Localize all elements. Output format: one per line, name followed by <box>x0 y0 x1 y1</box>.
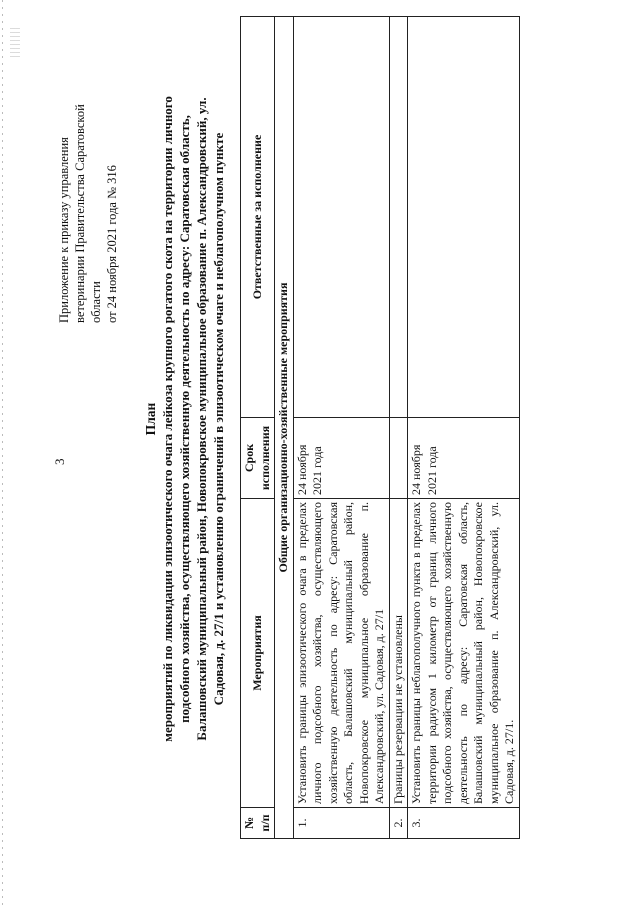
header-responsible: Ответственные за исполнение <box>241 17 275 418</box>
row-activity: Установить границы неблагополучного пункта в пределах территории радиусом 1 километр от границ личного подсобного хозяйства, осуществляющего хозяйственную деятельность по адресу: Саратовская область, Балашовский муниципальный район, Новопокровское муниципальное образование п. Александровский, ул. Садовая, д. 27/1. <box>408 499 520 808</box>
table-row <box>389 17 408 839</box>
appendix-line-3: области <box>89 281 103 323</box>
row-responsible <box>408 17 520 418</box>
title-line-2: подсобного хозяйства, осуществляющего хозяйственную деятельность по адресу: Саратовская область, <box>177 115 192 723</box>
plan-table <box>240 16 520 839</box>
row-number: 3. <box>408 808 520 839</box>
appendix-note <box>56 23 120 323</box>
title-heading: План <box>143 402 158 436</box>
row-activity: Установить границы эпизоотического очага в пределах личного подсобного хозяйства, осуществляющего хозяйственную деятельность по адресу: Саратовская область, Балашовский муниципальный район, Новопокровское муниципальное образование п. Александровский, ул. Садовая, д. 27/1 <box>293 499 389 808</box>
table-header-row <box>241 17 275 839</box>
row-term: 24 ноября 2021 года <box>293 418 389 499</box>
title-line-4: Садовая, д. 27/1 и установлению ограничений в эпизоотическом очаге и неблагополучном пункте <box>211 132 226 706</box>
row-term <box>389 418 408 499</box>
appendix-line-1: Приложение к приказу управления <box>57 137 71 323</box>
row-term: 24 ноября 2021 года <box>408 418 520 499</box>
appendix-line-4: от 24 ноября 2021 года № 316 <box>105 165 119 323</box>
header-activity: Мероприятия <box>241 499 275 808</box>
section-general-label: Общие организационно-хозяйственные мероприятия <box>275 17 294 839</box>
row-activity: Границы резервации не установлены <box>389 499 408 808</box>
section-row <box>275 17 294 839</box>
document-title <box>142 19 227 819</box>
title-line-1: мероприятий по ликвидации эпизоотического очага лейкоза крупного рогатого скота на территории личного <box>160 96 175 742</box>
header-number: № п/п <box>241 808 275 839</box>
header-term: Срок исполнения <box>241 418 275 499</box>
row-number: 1. <box>293 808 389 839</box>
appendix-line-2: ветеринарии Правительства Саратовской <box>73 104 87 323</box>
table-row <box>293 17 389 839</box>
table-row <box>408 17 520 839</box>
row-responsible <box>389 17 408 418</box>
page-number: 3 <box>52 458 67 465</box>
row-responsible <box>293 17 389 418</box>
title-line-3: Балашовский муниципальный район, Новопокровское муниципальное образование п. Александровский, ул. <box>194 97 209 741</box>
row-number: 2. <box>389 808 408 839</box>
